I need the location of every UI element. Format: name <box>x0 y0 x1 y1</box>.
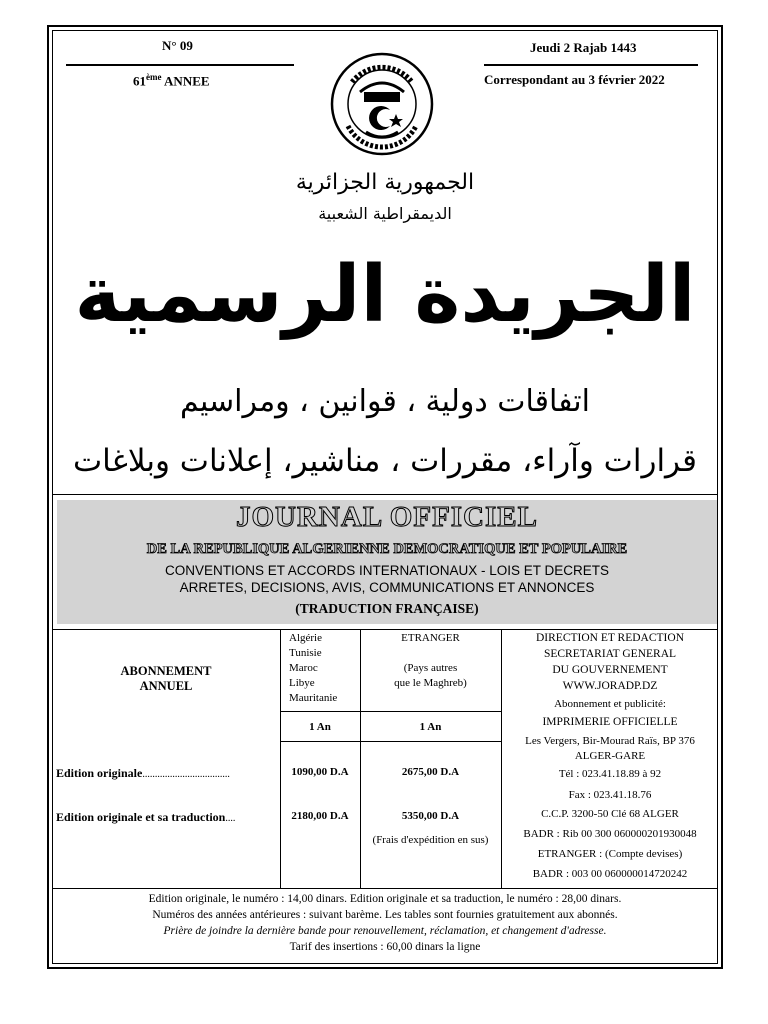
maghreb-period: 1 An <box>309 721 331 733</box>
price-etranger-traduction: 5350,00 D.A <box>401 810 460 822</box>
header-rule-left <box>66 64 294 66</box>
maghreb-country-tunisie: Tunisie <box>289 647 322 659</box>
price-maghreb-originale: 1090,00 D.A <box>291 766 349 778</box>
issue-number: N° 09 <box>162 38 193 53</box>
footer-line3: Prière de joindre la dernière bande pour renouvellement, réclamation, et changement d'adresse. <box>163 925 607 937</box>
price-etranger-originale: 2675,00 D.A <box>401 766 460 778</box>
footer-line2: Numéros des années antérieures : suivant barème. Les tables sont fournies gratuitement aux abonnés. <box>152 909 618 921</box>
direction-line2: SECRETARIAT GENERAL <box>543 648 677 660</box>
header-rule-right <box>484 64 698 66</box>
direction-website: WWW.JORADP.DZ <box>562 680 658 692</box>
table-period-divider <box>280 741 501 742</box>
arabic-journal-title: الجريدة الرسمية <box>74 250 696 340</box>
etranger-period: 1 An <box>419 721 442 733</box>
date-gregorian: Correspondant au 3 février 2022 <box>484 72 665 87</box>
etranger-note-line1: (Pays autres <box>403 662 458 674</box>
abonnement-label-line2: ANNUEL <box>139 679 193 693</box>
direction-address-line1: Les Vergers, Bir-Mourad Raïs, BP 376 <box>525 735 695 747</box>
arabic-republic-line1: الجمهورية الجزائرية <box>295 170 475 195</box>
french-republic-subtitle: DE LA REPUBLIQUE ALGERIENNE DEMOCRATIQUE ET POPULAIRE <box>146 541 628 557</box>
arabic-subtitle-line2: قرارات وآراء، مقررات ، مناشير، إعلانات وبلاغات <box>73 443 697 479</box>
price-maghreb-traduction: 2180,00 D.A <box>291 810 349 822</box>
direction-badr: BADR : Rib 00 300 060000201930048 <box>523 828 697 840</box>
arabic-subtitle-line1: اتفاقات دولية ، قوانين ، ومراسيم <box>180 384 590 419</box>
row-edition-traduction-label: Edition originale et sa traduction.... <box>56 810 236 824</box>
row-edition-originale-label: Edition originale................................... <box>56 766 230 780</box>
band-divider <box>52 629 718 630</box>
french-translation-note: (TRADUCTION FRANÇAISE) <box>295 601 479 616</box>
direction-tel: Tél : 023.41.18.89 à 92 <box>558 768 662 780</box>
abonnement-label-line1: ABONNEMENT <box>120 664 212 678</box>
table-bottom-divider <box>52 888 718 889</box>
arabic-republic-line2: الديمقراطية الشعبية <box>318 204 452 223</box>
direction-line1: DIRECTION ET REDACTION <box>536 632 684 644</box>
footer-line4: Tarif des insertions : 60,00 dinars la ligne <box>289 941 481 953</box>
direction-abonnement-publicite: Abonnement et publicité: <box>554 698 666 710</box>
french-description-line2: ARRETES, DECISIONS, AVIS, COMMUNICATIONS ET ANNONCES <box>179 580 595 595</box>
direction-line3: DU GOUVERNEMENT <box>552 664 668 676</box>
french-journal-title: JOURNAL OFFICIEL <box>235 501 538 533</box>
direction-badr-devises: BADR : 003 00 060000014720242 <box>532 868 688 880</box>
direction-etranger-devises: ETRANGER : (Compte devises) <box>537 848 683 860</box>
etranger-label: ETRANGER <box>401 632 460 644</box>
direction-address-line2: ALGER-GARE <box>574 750 646 762</box>
table-header-divider <box>280 711 501 712</box>
maghreb-country-libye: Libye <box>289 677 315 689</box>
etranger-note-line2: que le Maghreb) <box>394 677 467 689</box>
maghreb-country-algerie: Algérie <box>289 632 322 644</box>
maghreb-country-maroc: Maroc <box>289 662 318 674</box>
maghreb-country-mauritanie: Mauritanie <box>289 692 338 704</box>
masthead-divider <box>52 494 718 495</box>
direction-fax: Fax : 023.41.18.76 <box>568 789 652 801</box>
french-description-line1: CONVENTIONS ET ACCORDS INTERNATIONAUX - LOIS ET DECRETS <box>164 563 610 578</box>
date-hijri: Jeudi 2 Rajab 1443 <box>530 40 637 55</box>
direction-imprimerie: IMPRIMERIE OFFICIELLE <box>542 716 678 728</box>
shipping-note: (Frais d'expédition en sus) <box>372 834 489 846</box>
table-col-divider-1 <box>280 629 281 888</box>
algerian-emblem-seal-icon <box>330 52 434 156</box>
issue-year: 61ème ANNEE <box>133 72 210 89</box>
footer-line1: Edition originale, le numéro : 14,00 dinars. Edition originale et sa traduction, le numéro : 28,00 dinars. <box>148 893 622 905</box>
direction-ccp: C.C.P. 3200-50 Clé 68 ALGER <box>541 808 679 820</box>
